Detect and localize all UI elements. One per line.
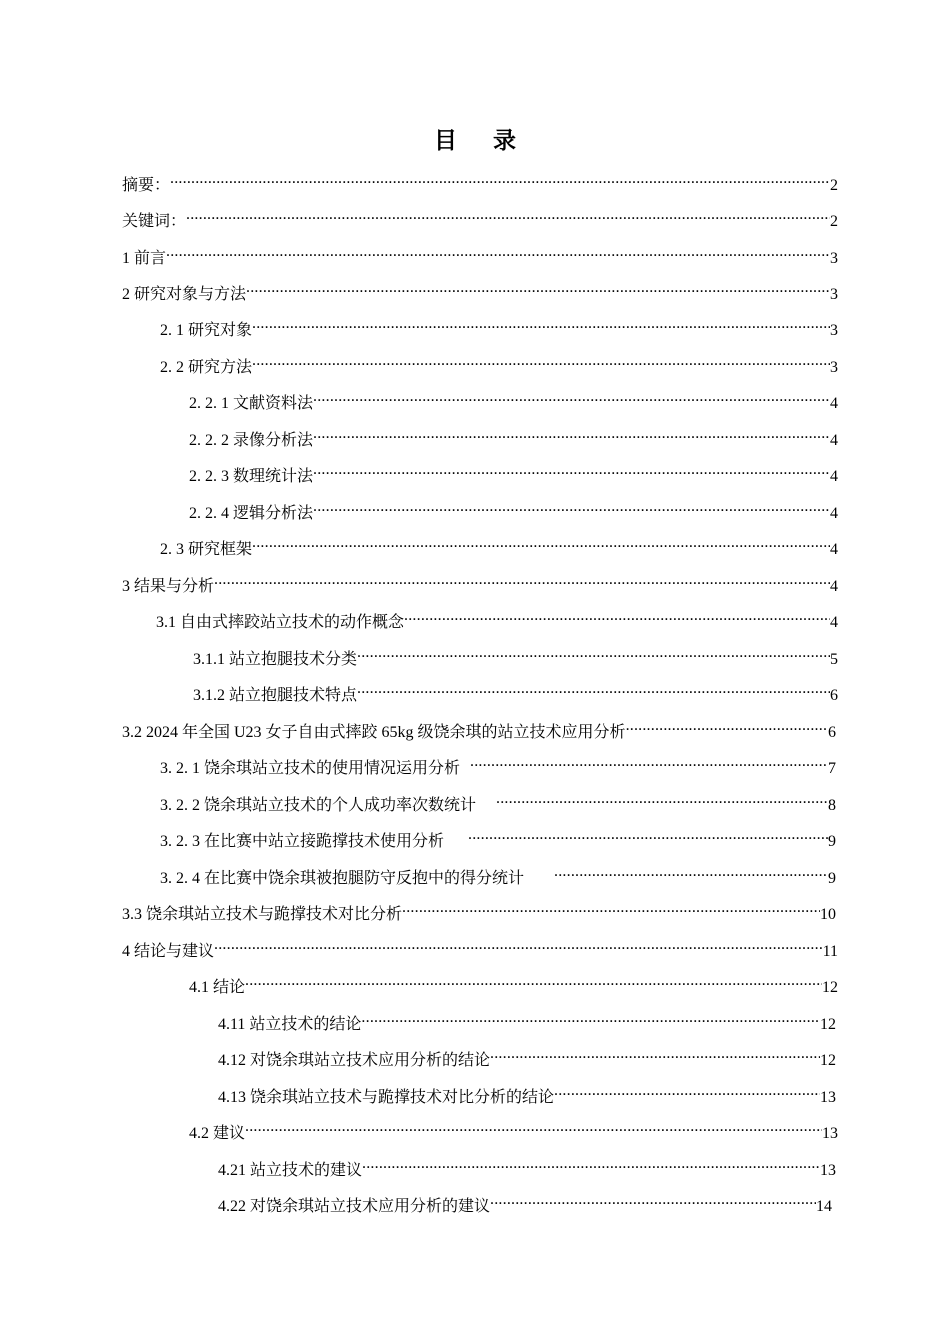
toc-dot-leader bbox=[186, 204, 830, 226]
toc-entry-page: 12 bbox=[820, 1016, 836, 1033]
toc-entry-label: 2. 2. 1 文献资料法 bbox=[189, 395, 314, 412]
toc-entry[interactable] bbox=[193, 678, 838, 704]
toc-dot-leader bbox=[252, 313, 830, 335]
toc-entry-page: 3 bbox=[830, 250, 838, 267]
toc-entry-label: 2. 2. 2 录像分析法 bbox=[189, 432, 314, 449]
toc-entry-label: 4.12 对饶余琪站立技术应用分析的结论 bbox=[218, 1052, 491, 1069]
toc-entry-label: 关键词： bbox=[122, 213, 187, 230]
toc-entry[interactable] bbox=[189, 386, 838, 412]
toc-dot-leader bbox=[245, 1116, 822, 1138]
toc-entry-label: 3.3 饶余琪站立技术与跪撑技术对比分析 bbox=[122, 906, 403, 923]
toc-entry-page: 5 bbox=[830, 651, 838, 668]
toc-entry-page: 14 bbox=[816, 1198, 832, 1215]
toc-dot-leader bbox=[313, 496, 830, 518]
toc-entry[interactable] bbox=[189, 423, 838, 449]
toc-entry-page: 13 bbox=[820, 1089, 836, 1106]
toc-entry-label: 3. 2. 1 饶余琪站立技术的使用情况运用分析 bbox=[160, 760, 461, 777]
toc-entry-label: 2. 1 研究对象 bbox=[160, 322, 253, 339]
toc-entry-label: 4.2 建议 bbox=[189, 1125, 246, 1142]
toc-entry-page: 6 bbox=[828, 724, 836, 741]
toc-dot-leader bbox=[554, 1080, 820, 1102]
toc-dot-leader bbox=[402, 897, 820, 919]
toc-entry[interactable] bbox=[189, 459, 838, 485]
toc-entry-label: 3. 2. 2 饶余琪站立技术的个人成功率次数统计 bbox=[160, 797, 477, 814]
toc-entry-page: 2 bbox=[830, 177, 838, 194]
toc-dot-leader bbox=[357, 642, 830, 664]
toc-entry-page: 12 bbox=[822, 979, 838, 996]
toc-entry[interactable] bbox=[160, 788, 836, 814]
toc-entry[interactable] bbox=[189, 970, 838, 996]
toc-entry[interactable] bbox=[122, 569, 838, 595]
toc-entry-page: 7 bbox=[828, 760, 836, 777]
toc-entry-label: 4 结论与建议 bbox=[122, 943, 215, 960]
toc-dot-leader bbox=[626, 715, 828, 737]
toc-entry-page: 2 bbox=[830, 213, 838, 230]
toc-entry-page: 10 bbox=[820, 906, 836, 923]
toc-entry[interactable] bbox=[160, 861, 836, 887]
toc-entry[interactable] bbox=[122, 241, 838, 267]
toc-entry-label: 4.1 结论 bbox=[189, 979, 246, 996]
toc-dot-leader bbox=[554, 861, 828, 883]
toc-dot-leader bbox=[214, 569, 830, 591]
toc-entry-page: 3 bbox=[830, 359, 838, 376]
toc-dot-leader bbox=[470, 751, 828, 773]
toc-entry-page: 13 bbox=[820, 1162, 836, 1179]
toc-dot-leader bbox=[404, 605, 830, 627]
toc-entry-page: 3 bbox=[830, 286, 838, 303]
toc-entry-label: 3.2 2024 年全国 U23 女子自由式摔跤 65kg 级饶余琪的站立技术应用分析 bbox=[122, 724, 626, 741]
toc-entry[interactable] bbox=[189, 496, 838, 522]
toc-entry-label: 3 结果与分析 bbox=[122, 578, 215, 595]
toc-entry-page: 4 bbox=[830, 541, 838, 558]
toc-dot-leader bbox=[166, 241, 830, 263]
toc-entry-page: 9 bbox=[828, 870, 836, 887]
toc-entry-page: 13 bbox=[822, 1125, 838, 1142]
toc-entry-label: 2. 2. 3 数理统计法 bbox=[189, 468, 314, 485]
toc-entry-page: 9 bbox=[828, 833, 836, 850]
toc-entry-page: 4 bbox=[830, 614, 838, 631]
toc-entry[interactable] bbox=[218, 1189, 832, 1215]
toc-entry-page: 8 bbox=[828, 797, 836, 814]
toc-dot-leader bbox=[313, 459, 830, 481]
toc-entry-page: 4 bbox=[830, 505, 838, 522]
toc-entry-page: 3 bbox=[830, 322, 838, 339]
toc-entry[interactable] bbox=[193, 642, 838, 668]
toc-entry-label: 3. 2. 3 在比赛中站立接跪撑技术使用分析 bbox=[160, 833, 445, 850]
toc-entry-label: 3.1 自由式摔跤站立技术的动作概念 bbox=[156, 614, 405, 631]
toc-entry-label: 1 前言 bbox=[122, 250, 167, 267]
toc-title: 目 录 bbox=[433, 128, 530, 154]
toc-entry[interactable] bbox=[218, 1043, 836, 1069]
toc-dot-leader bbox=[362, 1153, 820, 1175]
toc-entry-label: 4.13 饶余琪站立技术与跪撑技术对比分析的结论 bbox=[218, 1089, 555, 1106]
toc-entry[interactable] bbox=[160, 824, 836, 850]
toc-dot-leader bbox=[246, 277, 830, 299]
toc-dot-leader bbox=[313, 423, 830, 445]
toc-entry-label: 2. 2 研究方法 bbox=[160, 359, 253, 376]
toc-entry[interactable] bbox=[160, 532, 838, 558]
toc-entry[interactable] bbox=[218, 1007, 836, 1033]
toc-dot-leader bbox=[245, 970, 822, 992]
toc-entry[interactable] bbox=[122, 934, 838, 960]
toc-entry-page: 4 bbox=[830, 395, 838, 412]
toc-entry[interactable] bbox=[122, 204, 838, 230]
toc-entry-label: 2 研究对象与方法 bbox=[122, 286, 247, 303]
toc-entry[interactable] bbox=[122, 897, 836, 923]
toc-entry-page: 4 bbox=[830, 468, 838, 485]
toc-entry[interactable] bbox=[218, 1153, 836, 1179]
toc-entry-label: 4.11 站立技术的结论 bbox=[218, 1016, 362, 1033]
toc-entry-label: 摘要： bbox=[122, 177, 171, 194]
toc-entry-label: 3.1.2 站立抱腿技术特点 bbox=[193, 687, 358, 704]
toc-entry-page: 11 bbox=[822, 943, 838, 960]
toc-entry[interactable] bbox=[122, 715, 836, 741]
toc-entry-label: 3. 2. 4 在比赛中饶余琪被抱腿防守反抱中的得分统计 bbox=[160, 870, 525, 887]
toc-dot-leader bbox=[490, 1043, 820, 1065]
toc-entry[interactable] bbox=[189, 1116, 838, 1142]
toc-dot-leader bbox=[214, 934, 823, 956]
toc-entry-page: 12 bbox=[820, 1052, 836, 1069]
toc-dot-leader bbox=[313, 386, 830, 408]
toc-entry-label: 3.1.1 站立抱腿技术分类 bbox=[193, 651, 358, 668]
toc-entry[interactable] bbox=[160, 751, 836, 777]
toc-dot-leader bbox=[496, 788, 828, 810]
toc-dot-leader bbox=[252, 532, 830, 554]
toc-dot-leader bbox=[252, 350, 830, 372]
toc-dot-leader bbox=[357, 678, 830, 700]
toc-entry[interactable] bbox=[156, 605, 838, 631]
toc-entry-label: 4.21 站立技术的建议 bbox=[218, 1162, 363, 1179]
toc-entry-label: 2. 3 研究框架 bbox=[160, 541, 253, 558]
toc-entry[interactable] bbox=[160, 350, 838, 376]
toc-dot-leader bbox=[361, 1007, 820, 1029]
toc-entry-page: 6 bbox=[830, 687, 838, 704]
toc-dot-leader bbox=[490, 1189, 816, 1211]
toc-entry-label: 4.22 对饶余琪站立技术应用分析的建议 bbox=[218, 1198, 491, 1215]
toc-entry[interactable] bbox=[122, 277, 838, 303]
toc-dot-leader bbox=[468, 824, 828, 846]
toc-entry[interactable] bbox=[160, 313, 838, 339]
toc-entry-label: 2. 2. 4 逻辑分析法 bbox=[189, 505, 314, 522]
toc-entry[interactable] bbox=[122, 168, 838, 194]
toc-entry-page: 4 bbox=[830, 432, 838, 449]
toc-entry[interactable] bbox=[218, 1080, 836, 1106]
toc-dot-leader bbox=[170, 168, 830, 190]
toc-entry-page: 4 bbox=[830, 578, 838, 595]
